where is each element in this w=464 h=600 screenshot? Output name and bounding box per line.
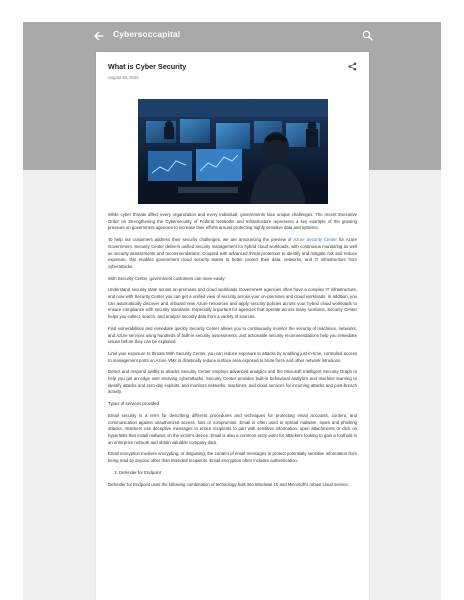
hero-image [138, 99, 328, 204]
services-list [119, 470, 357, 477]
paragraph: Understand security state across on-premises and cloud workloads Government agencies often have a complex IT infrastructure, and now with Security Center you can get a unified view of security across your on-premises and cloud workloads. In addition, you can automatically discover and onboard new Azure resources and apply security policies across your hybrid cloud workloads to ensure compliance with security standards. Especially important for agencies that operate across many locations, Security Center helps you collect, search, and analyze security data from a variety of sources. [108, 287, 357, 320]
post-title: What is Cyber Security [108, 62, 187, 71]
paragraph: Defender for Endpoint uses the following combination of technology built into Windows 10 and Microsoft's robust cloud service: [108, 481, 349, 487]
paragraph-with-link [108, 237, 357, 271]
cyber-analyst-illustration [138, 99, 328, 204]
paragraph: Email encryption involves encrypting, or disguising, the content of email messages to protect potentially sensitive information from being read by anyone other than intended recipients. Email encryption often includes authentication. [108, 451, 357, 464]
search-icon[interactable] [362, 30, 373, 41]
post-body [108, 212, 357, 493]
azure-security-center-link[interactable]: Azure Security Center [293, 237, 337, 243]
paragraph: With Security Center, government customers can more easily: [108, 275, 226, 281]
post-date: August 29, 2022 [108, 75, 139, 80]
paragraph: Detect and respond swiftly to attacks Security Center employs advanced analytics and the Microsoft Intelligent Security Graph to help you get an edge over evolving cyberattacks. Security Center provides built-in behavioral analytics and machine learning to identify attacks and zero-day exploits, and monitors networks, machines, and cloud services for incoming attacks and post-breach activity. [108, 369, 357, 395]
paragraph: Limit your exposure to threats With Security Center, you can reduce exposure to attacks by enabling just-in-time, controlled access to management ports on Azure VMs to drastically reduce surface area exposed to brute force and other network intrusions. [108, 350, 357, 363]
paragraph: Types of services provided [108, 401, 159, 407]
paragraph-text: To help our customers address their security challenges, we are announcing the preview of [108, 237, 294, 243]
arrow-left-icon[interactable] [93, 30, 105, 42]
list-item: 2. Defender for Endpoint [119, 470, 357, 477]
paragraph: Email security is a term for describing different procedures and techniques for protecting email accounts, content, and communication against unauthorized access, loss or compromise. Email is often used to spread malware, spam and phishing attacks. Attackers use deceptive messages to entice recipients to part with sensitive information, open attachments or click on hyperlinks that install malware on the victim's device. Email is also a common entry point for attackers looking to gain a foothold in an enterprise network and obtain valuable company data. [108, 412, 357, 445]
post-card [96, 52, 369, 600]
paragraph: Find vulnerabilities and remediate quickly Security Center allows you to continuously monitor the security of machines, networks, and Azure services using hundreds of built-in security assessments, and actionable security recommendations help you remediate issues before they can be exploited. [108, 325, 357, 345]
share-icon[interactable] [348, 62, 357, 71]
paragraph-text: for Azure Government. Security Center delivers unified security management for hybrid cloud workloads, with continuous monitoring as well as security assessments and recommendations. Coupled with advanced threat protection to identify and mitigate risk and reduce exposure, this enables government cloud security teams to better protect their data, networks, and IT infrastructure from cyberattacks. [108, 237, 358, 269]
paragraph: While cyber threats affect every organization and every individual, governments face unique challenges. The recent Executive Order on Strengthening the Cybersecurity of Federal Networks and Infrastructure represents a key example of the growing pressure on government agencies to increase their efforts around protecting highly sensitive data and systems. [108, 212, 357, 231]
site-title[interactable]: Cybersoccapital [113, 29, 181, 39]
top-bar [23, 22, 441, 50]
